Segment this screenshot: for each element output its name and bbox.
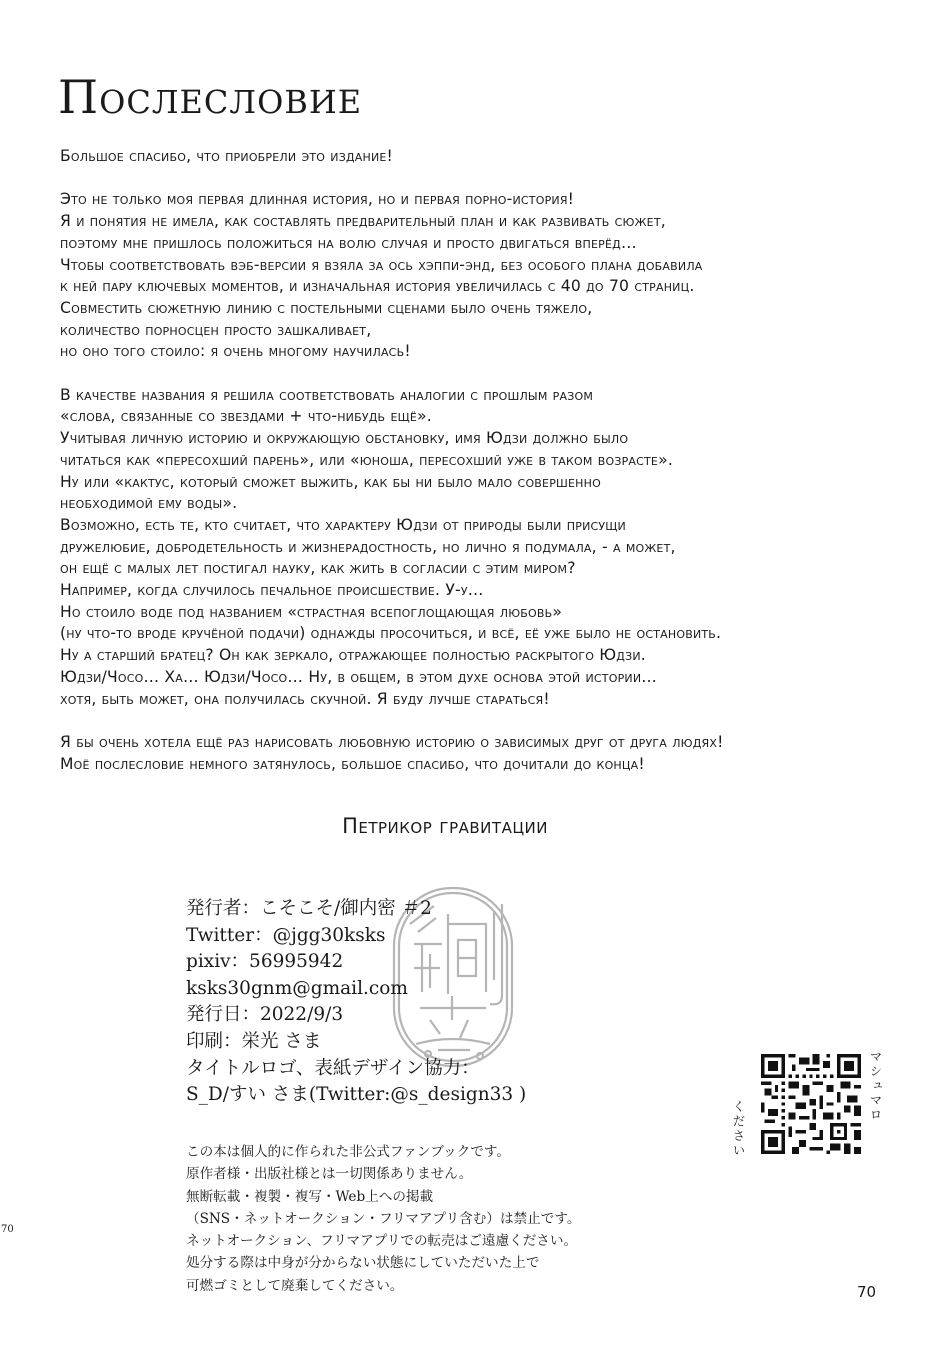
page-title: Послесловие [58, 70, 363, 124]
disclaimer-line: 無断転載・複製・複写・Web上への掲載 [186, 1188, 434, 1205]
disclaimer [186, 1141, 580, 1297]
colophon-publisher: 発行者：こそこそ/御内密 ＃2 [186, 898, 432, 919]
colophon-design-credit: タイトルロゴ、表紙デザイン協力： [186, 1057, 480, 1079]
afterword-paragraph: Большое спасибо, что приобрели это издание! [60, 147, 393, 165]
colophon-pixiv: pixiv：56995942 [186, 951, 344, 973]
colophon-email: ksks30gnm@gmail.com [186, 977, 408, 999]
side-page-number: 70 [1, 1224, 14, 1235]
qr-code-icon [761, 1054, 861, 1154]
afterword-text [60, 146, 930, 775]
qr-caption-right: マシュマロ [868, 1050, 883, 1123]
disclaimer-line: 原作者様・出版社様とは一切関係ありません。 [186, 1166, 473, 1183]
page-number: 70 [857, 1283, 877, 1301]
afterword-paragraph: В качестве названия я решила соответствовать аналогии с прошлым разом «слова, связанные со звездами + что-нибудь ещё». Учитывая личную историю и окружающую обстановку, имя Юдзи должно было читаться как «пересохший парень», или «юноша, пересохший уже в таком возрасте». Ну или «кактус, который сможет выжить, как бы ни было мало совершенно необходимой ему воды». Возможно, есть те, кто считает, что характеру Юдзи от природы были присущи дружелюбие, добродетельность и жизнерадостность, но лично я подумала, - а может, он ещё с малых лет постигал науку, как жить в согласии с этим миром? Например, когда случилось печальное происшествие. У-у… Но стоило воде под названием «страстная всепоглощающая любовь» (ну что-то вроде кручёной подачи) однажды просочиться, и всё, её уже было не остановить. Ну а старший братец? Он как зеркало, отражающее полностью раскрытого Юдзи. Юдзи/Чосо… Ха… Юдзи/Чосо… Ну, в общем, в этом духе основа этой истории… хотя, быть может, она получилась скучной. Я буду лучше стараться! [60, 385, 722, 708]
disclaimer-line: 処分する際は中身が分からない状態にしていただいた上で [186, 1255, 540, 1272]
colophon [186, 896, 526, 1109]
afterword-paragraph: Это не только моя первая длинная история, но и первая порно-история! Я и понятия не имела, как составлять предварительный план и как развивать сюжет, поэтому мне пришлось положиться на волю случая и просто двигаться вперёд… Чтобы соответствовать вэб-версии я взяла за ось хэппи-энд, без особого плана добавила к ней пару ключевых моментов, и изначальная история увеличилась с 40 до 70 страниц. Совместить сюжетную линию с постельными сценами было очень тяжело, количество порносцен просто зашкаливает, но оно того стоило: я очень многому научилась! [60, 190, 703, 361]
qr-caption-left: ください [731, 1100, 746, 1158]
colophon-printer: 印刷：栄光 さま [186, 1030, 322, 1052]
disclaimer-line: この本は個人的に作られた非公式ファンブックです。 [186, 1144, 510, 1160]
disclaimer-line: （SNS・ネットオークション・フリマアプリ含む）は禁止です。 [186, 1210, 581, 1227]
colophon-twitter: Twitter：@jgg30ksks [186, 924, 386, 946]
book-title: Петрикор гравитации [342, 814, 548, 838]
colophon-designer: S_D/すい さま(Twitter:@s_design33 ) [186, 1084, 527, 1106]
colophon-date: 発行日：2022/9/3 [186, 1004, 344, 1026]
afterword-paragraph: Я бы очень хотела ещё раз нарисовать любовную историю о зависимых друг от друга людях! Моё послесловие немного затянулось, большое спасибо, что дочитали до конца! [60, 732, 724, 773]
disclaimer-line: 可燃ゴミとして廃棄してください。 [186, 1277, 404, 1294]
disclaimer-line: ネットオークション、フリマアプリでの転売はご遠慮ください。 [186, 1233, 578, 1250]
